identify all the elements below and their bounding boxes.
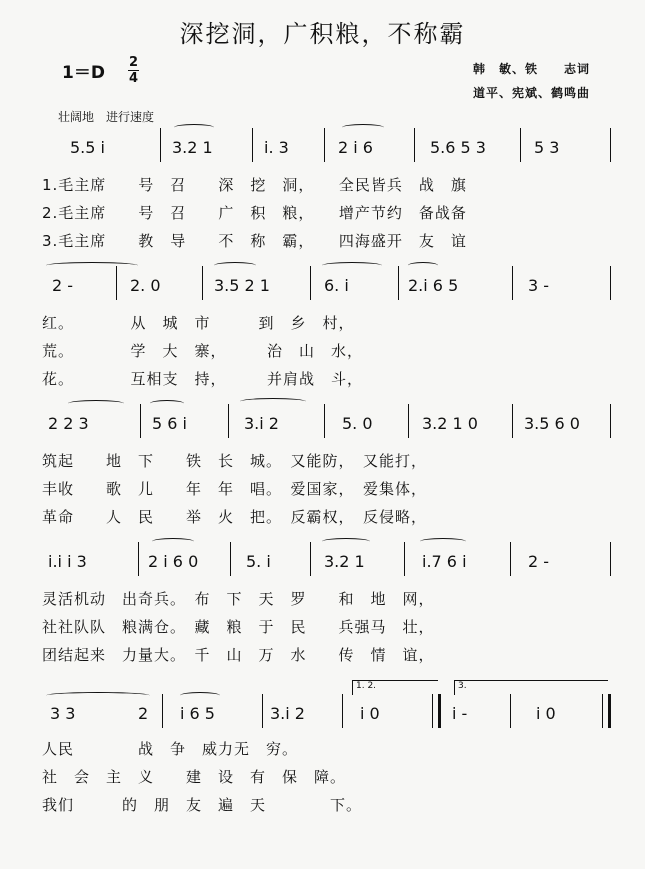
time-signature (128, 56, 139, 85)
measure: 2.i 6 5 (408, 276, 459, 295)
lyric-line-3: 革命 人 民 举 火 把。 反霸权， 反侵略， (42, 508, 428, 526)
tempo-marking: 壮阔地 进行速度 (58, 110, 155, 124)
barline (140, 404, 141, 438)
measure: i 0 (536, 704, 556, 723)
slur (408, 262, 438, 269)
measure: 3 3 (50, 704, 76, 723)
barline (342, 694, 343, 728)
slur (322, 538, 370, 545)
lyric-line-3: 团结起来 力量大。 千 山 万 水 传 情 谊， (42, 646, 435, 664)
measure: i.i i 3 (48, 552, 87, 571)
barline (310, 266, 311, 300)
score-system-4 (42, 538, 612, 678)
barline (610, 128, 611, 162)
slur (420, 538, 466, 545)
measure: 3.2 1 (324, 552, 365, 571)
song-title: 深挖洞，广积粮，不称霸 (179, 20, 466, 48)
measure: 3.5 6 0 (524, 414, 580, 433)
time-signature-bottom: 4 (128, 71, 139, 86)
barline (310, 542, 311, 576)
measure: 2. 0 (130, 276, 161, 295)
barline (414, 128, 415, 162)
barline (510, 694, 511, 728)
slur (214, 262, 256, 269)
measure: i. 3 (264, 138, 289, 157)
measure: 3.2 1 0 (422, 414, 478, 433)
barline (610, 542, 611, 576)
measure: 2 i 6 (338, 138, 373, 157)
barline (160, 128, 161, 162)
measure: i.7 6 i (422, 552, 467, 571)
measure: 6. i (324, 276, 349, 295)
measure: i 6 5 (180, 704, 215, 723)
score-system-3 (42, 400, 612, 540)
barline (324, 404, 325, 438)
measure: 5. 0 (342, 414, 373, 433)
lyric-line-2: 丰收 歌 儿 年 年 唱。 爱国家， 爱集体， (42, 480, 428, 498)
lyric-line-2: 社社队队 粮满仓。 藏 粮 于 民 兵强马 壮， (42, 618, 435, 636)
measure: 3.5 2 1 (214, 276, 270, 295)
barline (610, 404, 611, 438)
barline (116, 266, 117, 300)
notes-row (42, 400, 612, 440)
measure: 2 - (528, 552, 550, 571)
barline (398, 266, 399, 300)
lyric-line-2: 2.毛主席 号 召 广 积 粮， 增产节约 备战备 (42, 204, 467, 222)
slur (174, 124, 214, 131)
lyric-line-3: 我们 的 朋 友 遍 天 下。 (42, 796, 363, 814)
lyric-line-1: 1.毛主席 号 召 深 挖 洞， 全民皆兵 战 旗 (42, 176, 467, 194)
slur (180, 692, 220, 699)
barline (202, 266, 203, 300)
barline (408, 404, 409, 438)
barline (510, 542, 511, 576)
lyric-line-2: 荒。 学 大 寨， 治 山 水， (42, 342, 364, 360)
barline (228, 404, 229, 438)
barline (520, 128, 521, 162)
barline (252, 128, 253, 162)
lyric-line-2: 社 会 主 义 建 设 有 保 障。 (42, 768, 347, 786)
lyric-line-1: 红。 从 城 市 到 乡 村， (42, 314, 355, 332)
measure: 5.5 i (70, 138, 105, 157)
notes-row (42, 124, 612, 164)
barline (404, 542, 405, 576)
final-barline (602, 694, 603, 728)
slur (68, 400, 124, 407)
slur (342, 124, 384, 131)
measure: 5. i (246, 552, 271, 571)
composer-credit: 道平、宪斌、鹤鸣曲 (472, 86, 590, 100)
notes-row (42, 538, 612, 578)
measure: 2 - (52, 276, 74, 295)
barline (610, 266, 611, 300)
slur (46, 692, 150, 699)
barline (162, 694, 163, 728)
time-signature-top: 2 (128, 55, 139, 70)
measure: 5.6 5 3 (430, 138, 486, 157)
measure: 5 6 i (152, 414, 187, 433)
measure: 3 - (528, 276, 550, 295)
measure: i - (452, 704, 468, 723)
measure: 2 2 3 (48, 414, 89, 433)
volta-1-2: 1. 2. (352, 680, 438, 695)
barline (262, 694, 263, 728)
score-system-2 (42, 262, 612, 402)
measure: 5 3 (534, 138, 560, 157)
measure: i 0 (360, 704, 380, 723)
key-signature: 1＝D (62, 63, 105, 83)
lyric-line-1: 灵活机动 出奇兵。 布 下 天 罗 和 地 网， (42, 590, 435, 608)
slur (152, 538, 194, 545)
lyric-line-3: 3.毛主席 教 导 不 称 霸， 四海盛开 友 谊 (42, 232, 467, 250)
barline (230, 542, 231, 576)
slur (150, 400, 184, 407)
slur (46, 262, 138, 269)
notes-row (42, 262, 612, 302)
slur (322, 262, 382, 269)
lyric-line-1: 筑起 地 下 铁 长 城。 又能防， 又能打， (42, 452, 428, 470)
measure: 2 (138, 704, 149, 723)
barline (512, 404, 513, 438)
final-barline-thick (608, 694, 611, 728)
measure: 2 i 6 0 (148, 552, 199, 571)
measure: 3.2 1 (172, 138, 213, 157)
score-system-5 (42, 681, 612, 840)
slur (240, 398, 306, 405)
measure: 3.i 2 (270, 704, 305, 723)
lyricist-credit: 韩 敏、铁 志词 (472, 62, 590, 76)
measure: 3.i 2 (244, 414, 279, 433)
barline (324, 128, 325, 162)
volta-3: 3. (454, 680, 608, 695)
barline (432, 694, 433, 728)
lyric-line-3: 花。 互相支 持， 并肩战 斗， (42, 370, 364, 388)
barline (512, 266, 513, 300)
lyric-line-1: 人民 战 争 威力无 穷。 (42, 740, 299, 758)
score-system-1 (42, 124, 612, 264)
barline (138, 542, 139, 576)
repeat-barline (438, 694, 441, 728)
notes-row (42, 681, 612, 730)
